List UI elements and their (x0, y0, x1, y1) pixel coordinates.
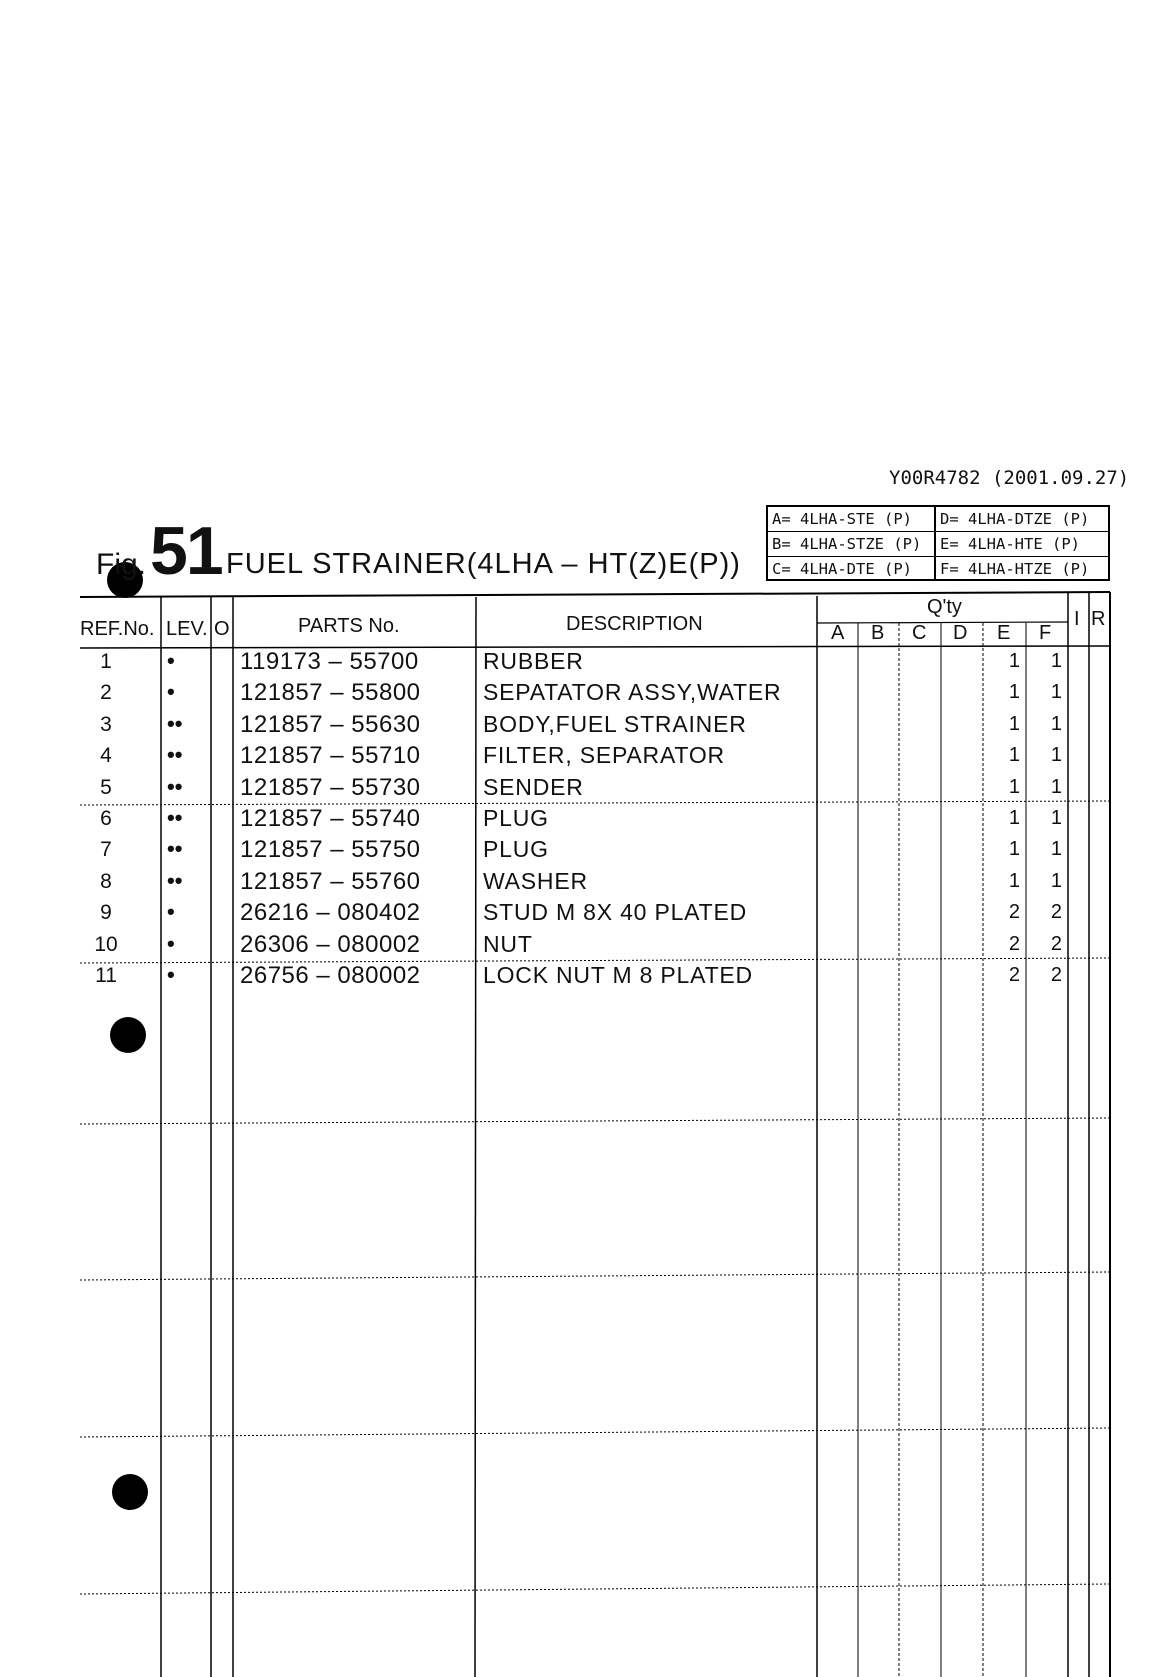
description: STUD M 8X 40 PLATED (483, 899, 748, 926)
ref-number: 6 (100, 807, 112, 830)
qty-e: 1 (1008, 869, 1020, 892)
description: PLUG (483, 805, 549, 831)
qty-f: 2 (1050, 932, 1062, 955)
qty-e: 1 (1008, 838, 1020, 861)
part-number: 121857 – 55760 (240, 867, 421, 895)
level-marker: •• (167, 710, 183, 736)
header-parts-no: PARTS No. (298, 615, 400, 637)
part-number: 121857 – 55630 (240, 710, 421, 738)
header-qty: Q'ty (927, 596, 962, 618)
level-marker: •• (167, 742, 183, 768)
qty-e: 1 (1008, 807, 1020, 829)
table-row (0, 679, 1176, 710)
part-number: 26216 – 080402 (240, 899, 421, 927)
qty-f: 1 (1050, 650, 1062, 672)
table-row (0, 742, 1176, 773)
header-qty-e: E (997, 622, 1011, 644)
level-marker: •• (167, 805, 183, 830)
description: WASHER (483, 867, 588, 894)
header-r: R (1091, 608, 1106, 630)
figure-number: 51 (150, 513, 222, 589)
legend-c: C= 4LHA-DTE (P) (768, 557, 936, 581)
ref-number: 1 (100, 650, 112, 673)
qty-f: 1 (1050, 744, 1062, 767)
table-row (0, 805, 1176, 836)
qty-e: 1 (1008, 744, 1020, 767)
description: LOCK NUT M 8 PLATED (483, 962, 753, 988)
header-qty-f: F (1039, 622, 1052, 644)
ref-number: 11 (95, 964, 117, 987)
ref-number: 10 (94, 932, 118, 956)
table-row (0, 899, 1176, 930)
table-row (0, 774, 1176, 805)
description: PLUG (483, 836, 549, 863)
part-number: 121857 – 55730 (240, 773, 421, 801)
part-number: 26306 – 080002 (240, 930, 421, 958)
description: NUT (483, 930, 533, 957)
table-row (0, 648, 1176, 679)
level-marker: •• (167, 836, 183, 862)
figure-prefix: Fig. (96, 548, 147, 581)
qty-f: 1 (1050, 681, 1062, 704)
level-marker: • (167, 679, 175, 705)
qty-e: 1 (1008, 712, 1020, 735)
binder-hole-bottom (112, 1474, 148, 1510)
header-level: LEV. (166, 618, 208, 640)
qty-e: 2 (1008, 901, 1020, 924)
table-row (0, 711, 1176, 742)
legend-d: D= 4LHA-DTZE (P) (936, 507, 1108, 532)
model-legend (766, 505, 1110, 581)
qty-f: 1 (1050, 807, 1062, 829)
legend-a: A= 4LHA-STE (P) (768, 507, 936, 532)
qty-e: 1 (1008, 775, 1020, 798)
ref-number: 3 (100, 712, 112, 736)
table-row (0, 836, 1176, 867)
legend-b: B= 4LHA-STZE (P) (768, 532, 936, 557)
part-number: 121857 – 55800 (240, 679, 421, 707)
legend-e: E= 4LHA-HTE (P) (936, 532, 1108, 557)
ref-number: 5 (100, 775, 112, 799)
header-qty-d: D (953, 622, 968, 644)
description: RUBBER (483, 648, 584, 674)
header-ref-no: REF.No. (80, 618, 155, 640)
level-marker: •• (167, 773, 183, 799)
ref-number: 7 (100, 838, 112, 862)
qty-e: 2 (1008, 964, 1020, 986)
table-row (0, 962, 1176, 993)
qty-f: 1 (1050, 775, 1062, 798)
document-code: Y00R4782 (2001.09.27) (889, 467, 1130, 489)
table-row (0, 931, 1176, 962)
qty-f: 1 (1050, 869, 1062, 892)
qty-e: 2 (1008, 932, 1020, 955)
part-number: 119173 – 55700 (240, 648, 419, 675)
part-number: 121857 – 55740 (240, 805, 421, 832)
description: BODY,FUEL STRAINER (483, 710, 747, 737)
figure-title: FUEL STRAINER(4LHA – HT(Z)E(P)) (226, 548, 741, 580)
description: SENDER (483, 773, 584, 800)
qty-f: 1 (1050, 838, 1062, 861)
header-description: DESCRIPTION (566, 613, 703, 635)
qty-e: 1 (1008, 681, 1020, 704)
header-qty-a: A (831, 622, 845, 644)
header-i: I (1074, 608, 1080, 630)
qty-f: 2 (1050, 901, 1062, 924)
level-marker: • (167, 962, 175, 987)
header-qty-b: B (871, 622, 885, 644)
header-qty-c: C (912, 622, 927, 644)
level-marker: •• (167, 867, 183, 893)
ref-number: 8 (100, 869, 112, 893)
part-number: 121857 – 55750 (240, 836, 421, 864)
qty-f: 1 (1050, 712, 1062, 735)
legend-f: F= 4LHA-HTZE (P) (940, 560, 1090, 578)
qty-e: 1 (1008, 650, 1020, 672)
binder-hole-middle (110, 1017, 146, 1053)
part-number: 26756 – 080002 (240, 962, 421, 989)
header-o: O (214, 618, 230, 640)
level-marker: • (167, 648, 175, 673)
description: FILTER, SEPARATOR (483, 742, 725, 769)
qty-f: 2 (1050, 964, 1062, 986)
ref-number: 4 (100, 744, 112, 768)
ref-number: 9 (100, 901, 112, 925)
level-marker: • (167, 899, 175, 925)
description: SEPATATOR ASSY,WATER (483, 679, 782, 706)
table-row (0, 868, 1176, 899)
part-number: 121857 – 55710 (240, 742, 421, 770)
level-marker: • (167, 930, 175, 956)
ref-number: 2 (100, 681, 112, 705)
